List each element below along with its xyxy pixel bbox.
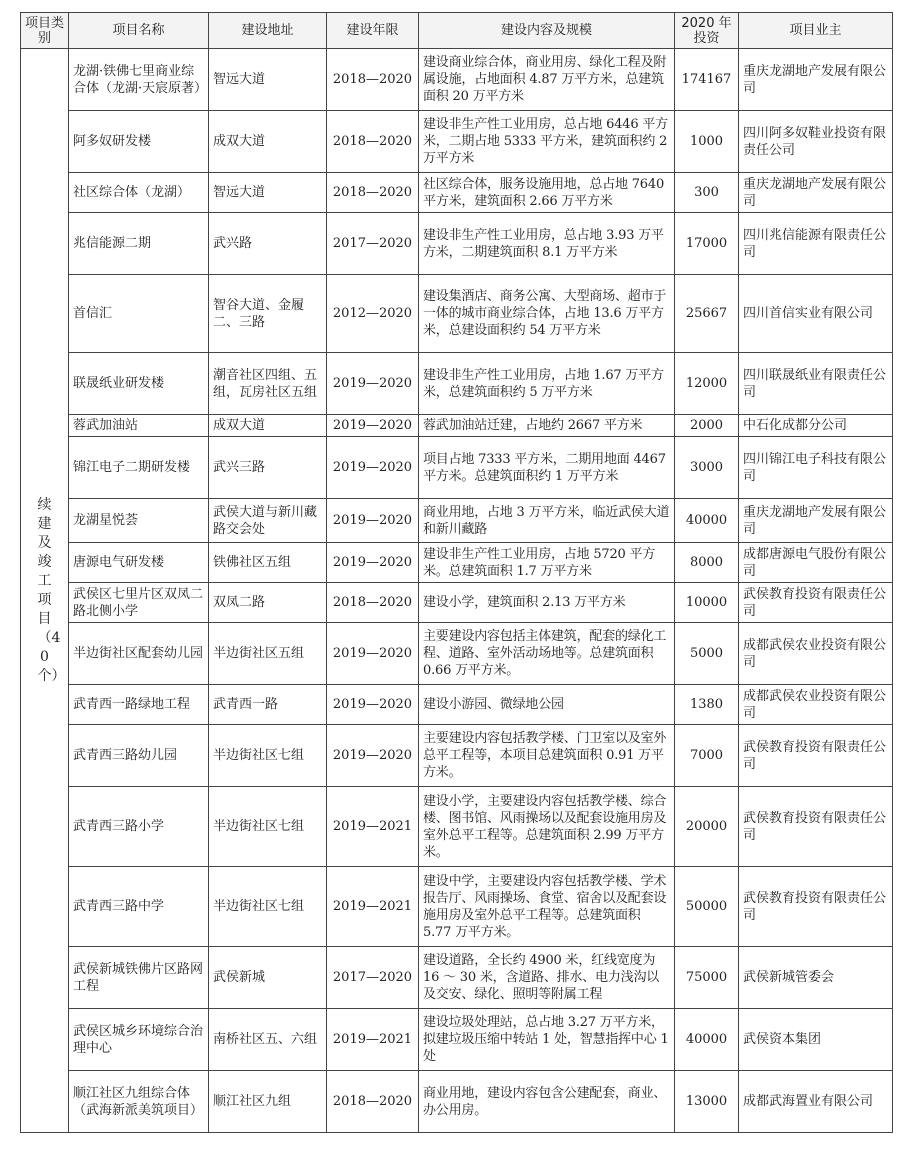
project-name: 兆信能源二期 bbox=[69, 213, 209, 275]
project-name: 武青西三路幼儿园 bbox=[69, 725, 209, 787]
project-investment: 50000 bbox=[675, 867, 739, 947]
project-years: 2019—2021 bbox=[327, 1009, 419, 1071]
header-content: 建设内容及规模 bbox=[419, 13, 675, 49]
project-investment: 12000 bbox=[675, 353, 739, 415]
project-owner: 四川兆信能源有限责任公司 bbox=[739, 213, 893, 275]
category-label: 续建及竣工项目（40个） bbox=[37, 496, 66, 684]
project-owner: 武侯教育投资有限责任公司 bbox=[739, 583, 893, 623]
table-row bbox=[21, 437, 893, 499]
table-row bbox=[21, 867, 893, 947]
project-address: 武侯大道与新川藏路交会处 bbox=[209, 499, 327, 543]
project-owner: 武侯教育投资有限责任公司 bbox=[739, 725, 893, 787]
project-content: 建设中学，主要建设内容包括教学楼、学术报告厅、风雨操场、食堂、宿舍以及配套设施用房及室外总平工程等。总建筑面积 5.77 万平方米。 bbox=[419, 867, 675, 947]
project-owner: 四川联晟纸业有限责任公司 bbox=[739, 353, 893, 415]
project-address: 成双大道 bbox=[209, 415, 327, 437]
project-owner: 重庆龙湖地产发展有限公司 bbox=[739, 49, 893, 111]
project-name: 武青西一路绿地工程 bbox=[69, 685, 209, 725]
project-years: 2019—2020 bbox=[327, 685, 419, 725]
project-investment: 17000 bbox=[675, 213, 739, 275]
header-category: 项目类别 bbox=[21, 13, 69, 49]
project-years: 2012—2020 bbox=[327, 275, 419, 353]
project-address: 潮音社区四组、五组，瓦房社区五组 bbox=[209, 353, 327, 415]
project-years: 2019—2020 bbox=[327, 499, 419, 543]
project-owner: 中石化成都分公司 bbox=[739, 415, 893, 437]
project-content: 建设非生产性工业用房，占地 5720 平方米。总建筑面积 1.7 万平方米 bbox=[419, 543, 675, 583]
project-content: 建设非生产性工业用房，总占地 6446 平方米，二期占地 5333 平方米，建筑面积约 2 万平方米 bbox=[419, 111, 675, 173]
project-address: 双凤二路 bbox=[209, 583, 327, 623]
project-years: 2018—2020 bbox=[327, 583, 419, 623]
project-address: 南桥社区五、六组 bbox=[209, 1009, 327, 1071]
project-content: 建设小学，主要建设内容包括教学楼、综合楼、图书馆、风雨操场以及配套设施用房及室外总平工程等。总建筑面积 2.99 万平方米。 bbox=[419, 787, 675, 867]
project-content: 建设小学，建筑面积 2.13 万平方米 bbox=[419, 583, 675, 623]
project-years: 2019—2021 bbox=[327, 867, 419, 947]
project-content: 蓉武加油站迁建，占地约 2667 平方米 bbox=[419, 415, 675, 437]
project-address: 半边街社区七组 bbox=[209, 867, 327, 947]
project-investment: 5000 bbox=[675, 623, 739, 685]
table-header bbox=[21, 13, 893, 49]
project-owner: 成都武侯农业投资有限公司 bbox=[739, 623, 893, 685]
project-years: 2019—2020 bbox=[327, 543, 419, 583]
project-name: 社区综合体（龙湖） bbox=[69, 173, 209, 213]
project-years: 2017—2020 bbox=[327, 947, 419, 1009]
project-address: 半边街社区七组 bbox=[209, 787, 327, 867]
project-years: 2019—2021 bbox=[327, 787, 419, 867]
project-content: 主要建设内容包括教学楼、门卫室以及室外总平工程等，本项目总建筑面积 0.91 万平方米。 bbox=[419, 725, 675, 787]
project-investment: 300 bbox=[675, 173, 739, 213]
project-owner: 四川首信实业有限公司 bbox=[739, 275, 893, 353]
table-body bbox=[21, 49, 893, 1133]
project-investment: 25667 bbox=[675, 275, 739, 353]
project-address: 武兴路 bbox=[209, 213, 327, 275]
header-owner: 项目业主 bbox=[739, 13, 893, 49]
header-address: 建设地址 bbox=[209, 13, 327, 49]
project-years: 2019—2020 bbox=[327, 437, 419, 499]
project-address: 武侯新城 bbox=[209, 947, 327, 1009]
project-address: 顺江社区九组 bbox=[209, 1071, 327, 1133]
project-address: 半边街社区七组 bbox=[209, 725, 327, 787]
project-name: 顺江社区九组综合体（武海新派美筑项目） bbox=[69, 1071, 209, 1133]
project-owner: 重庆龙湖地产发展有限公司 bbox=[739, 499, 893, 543]
header-name: 项目名称 bbox=[69, 13, 209, 49]
table-row bbox=[21, 787, 893, 867]
project-name: 武侯区城乡环境综合治理中心 bbox=[69, 1009, 209, 1071]
project-content: 建设小游园、微绿地公园 bbox=[419, 685, 675, 725]
project-content: 商业用地，占地 3 万平方米，临近武侯大道和新川藏路 bbox=[419, 499, 675, 543]
project-content: 建设集酒店、商务公寓、大型商场、超市于一体的城市商业综合体，占地 13.6 万平方米，总建设面积约 54 万平方米 bbox=[419, 275, 675, 353]
table-row bbox=[21, 623, 893, 685]
table-row bbox=[21, 353, 893, 415]
project-name: 锦江电子二期研发楼 bbox=[69, 437, 209, 499]
table-row bbox=[21, 49, 893, 111]
category-cell bbox=[21, 49, 69, 1133]
project-table-sheet bbox=[20, 12, 892, 1133]
project-investment: 40000 bbox=[675, 499, 739, 543]
project-investment: 10000 bbox=[675, 583, 739, 623]
project-content: 建设道路，全长约 4900 米，红线宽度为 16 ～ 30 米，含道路、排水、电力浅沟以及交安、绿化、照明等附属工程 bbox=[419, 947, 675, 1009]
project-investment: 1380 bbox=[675, 685, 739, 725]
project-investment: 1000 bbox=[675, 111, 739, 173]
project-content: 商业用地，建设内容包含公建配套，商业、办公用房。 bbox=[419, 1071, 675, 1133]
project-years: 2017—2020 bbox=[327, 213, 419, 275]
project-investment: 2000 bbox=[675, 415, 739, 437]
project-years: 2019—2020 bbox=[327, 725, 419, 787]
project-owner: 武侯教育投资有限责任公司 bbox=[739, 787, 893, 867]
project-investment: 40000 bbox=[675, 1009, 739, 1071]
project-years: 2018—2020 bbox=[327, 49, 419, 111]
project-name: 龙湖星悦荟 bbox=[69, 499, 209, 543]
project-name: 武侯新城铁佛片区路网工程 bbox=[69, 947, 209, 1009]
project-years: 2018—2020 bbox=[327, 1071, 419, 1133]
table-row bbox=[21, 173, 893, 213]
table-row bbox=[21, 275, 893, 353]
project-content: 社区综合体，服务设施用地，总占地 7640 平方米，建筑面积 2.66 万平方米 bbox=[419, 173, 675, 213]
project-owner: 武侯资本集团 bbox=[739, 1009, 893, 1071]
header-investment: 2020 年投资 bbox=[675, 13, 739, 49]
table-row bbox=[21, 111, 893, 173]
project-address: 半边街社区五组 bbox=[209, 623, 327, 685]
project-investment: 8000 bbox=[675, 543, 739, 583]
table-row bbox=[21, 415, 893, 437]
project-address: 武兴三路 bbox=[209, 437, 327, 499]
project-name: 武青西三路小学 bbox=[69, 787, 209, 867]
project-investment: 13000 bbox=[675, 1071, 739, 1133]
project-owner: 武侯教育投资有限责任公司 bbox=[739, 867, 893, 947]
project-content: 建设非生产性工业用房，占地 1.67 万平方米，总建筑面积约 5 万平方米 bbox=[419, 353, 675, 415]
table-row bbox=[21, 685, 893, 725]
project-years: 2018—2020 bbox=[327, 111, 419, 173]
project-address: 武青西一路 bbox=[209, 685, 327, 725]
project-address: 智远大道 bbox=[209, 49, 327, 111]
project-content: 建设非生产性工业用房，总占地 3.93 万平方米，二期建筑面积 8.1 万平方米 bbox=[419, 213, 675, 275]
project-address: 智谷大道、金履二、三路 bbox=[209, 275, 327, 353]
project-owner: 成都武海置业有限公司 bbox=[739, 1071, 893, 1133]
project-owner: 四川阿多奴鞋业投资有限责任公司 bbox=[739, 111, 893, 173]
project-content: 项目占地 7333 平方米，二期用地面 4467 平方米。总建筑面积约 1 万平方米 bbox=[419, 437, 675, 499]
project-investment: 7000 bbox=[675, 725, 739, 787]
project-name: 武青西三路中学 bbox=[69, 867, 209, 947]
project-owner: 四川锦江电子科技有限公司 bbox=[739, 437, 893, 499]
project-investment: 20000 bbox=[675, 787, 739, 867]
header-row bbox=[21, 13, 893, 49]
table-row bbox=[21, 543, 893, 583]
project-table bbox=[20, 12, 893, 1133]
project-owner: 成都武侯农业投资有限公司 bbox=[739, 685, 893, 725]
project-address: 智远大道 bbox=[209, 173, 327, 213]
table-row bbox=[21, 947, 893, 1009]
project-years: 2019—2020 bbox=[327, 415, 419, 437]
project-owner: 成都唐源电气股份有限公司 bbox=[739, 543, 893, 583]
project-name: 半边街社区配套幼儿园 bbox=[69, 623, 209, 685]
project-years: 2019—2020 bbox=[327, 623, 419, 685]
project-years: 2019—2020 bbox=[327, 353, 419, 415]
project-investment: 75000 bbox=[675, 947, 739, 1009]
project-name: 唐源电气研发楼 bbox=[69, 543, 209, 583]
project-content: 建设商业综合体，商业用房、绿化工程及附属设施，占地面积 4.87 万平方米，总建筑面积 20 万平方米 bbox=[419, 49, 675, 111]
project-content: 主要建设内容包括主体建筑，配套的绿化工程、道路、室外活动场地等。总建筑面积 0.66 万平方米。 bbox=[419, 623, 675, 685]
table-row bbox=[21, 499, 893, 543]
project-investment: 3000 bbox=[675, 437, 739, 499]
project-name: 联晟纸业研发楼 bbox=[69, 353, 209, 415]
project-name: 龙湖·铁佛七里商业综合体（龙湖·天宸原著） bbox=[69, 49, 209, 111]
table-row bbox=[21, 725, 893, 787]
project-investment: 174167 bbox=[675, 49, 739, 111]
project-years: 2018—2020 bbox=[327, 173, 419, 213]
project-address: 成双大道 bbox=[209, 111, 327, 173]
project-name: 武侯区七里片区双凤二路北侧小学 bbox=[69, 583, 209, 623]
table-row bbox=[21, 1071, 893, 1133]
header-years: 建设年限 bbox=[327, 13, 419, 49]
project-address: 铁佛社区五组 bbox=[209, 543, 327, 583]
project-content: 建设垃圾处理站，总占地 3.27 万平方米，拟建垃圾压缩中转站 1 处，智慧指挥中心 1 处 bbox=[419, 1009, 675, 1071]
project-name: 蓉武加油站 bbox=[69, 415, 209, 437]
project-name: 阿多奴研发楼 bbox=[69, 111, 209, 173]
project-owner: 武侯新城管委会 bbox=[739, 947, 893, 1009]
table-row bbox=[21, 213, 893, 275]
project-name: 首信汇 bbox=[69, 275, 209, 353]
project-owner: 重庆龙湖地产发展有限公司 bbox=[739, 173, 893, 213]
table-row bbox=[21, 1009, 893, 1071]
table-row bbox=[21, 583, 893, 623]
